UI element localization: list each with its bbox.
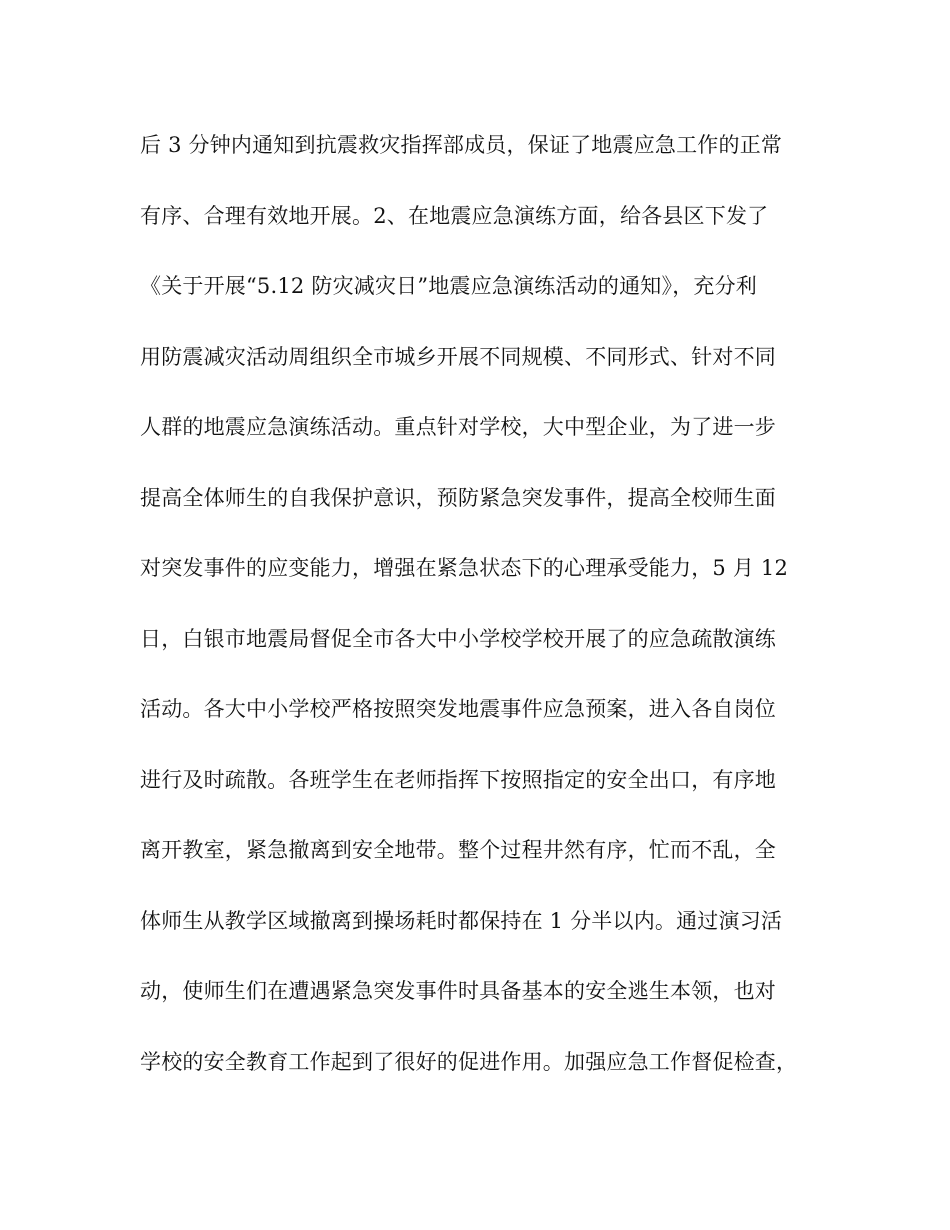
text-line: 用防震减灾活动周组织全市城乡开展不同规模、不同形式、针对不同 [140, 344, 776, 369]
text-line: 进行及时疏散。各班学生在老师指挥下按照指定的安全出口，有序地 [140, 767, 776, 792]
text-line: 有序、合理有效地开展。2、在地震应急演练方面，给各县区下发了 [140, 203, 769, 228]
text-line: 提高全体师生的自我保护意识，预防紧急突发事件，提高全校师生面 [140, 485, 776, 510]
text-line: 人群的地震应急演练活动。重点针对学校，大中型企业，为了进一步 [140, 415, 776, 439]
text-line: 动，使师生们在遭遇紧急突发事件时具备基本的安全逃生本领，也对 [140, 979, 776, 1003]
text-line: 后 3 分钟内通知到抗震救灾指挥部成员，保证了地震应急工作的正常 [140, 133, 783, 157]
text-line: 日，白银市地震局督促全市各大中小学校学校开展了的应急疏散演练 [140, 626, 776, 651]
document-body [140, 125, 820, 1112]
text-line: 活动。各大中小学校严格按照突发地震事件应急预案，进入各自岗位 [140, 697, 776, 721]
text-line: 离开教室，紧急撤离到安全地带。整个过程井然有序，忙而不乱，全 [140, 838, 776, 862]
text-line: 体师生从教学区域撤离到操场耗时都保持在 1 分半以内。通过演习活 [140, 908, 783, 933]
text-line: 对突发事件的应变能力，增强在紧急状态下的心理承受能力，5 月 12 [140, 556, 789, 580]
text-line: 学校的安全教育工作起到了很好的促进作用。加强应急工作督促检查， [140, 1049, 798, 1074]
text-line: 《关于开展“5.12 防灾减灾日”地震应急演练活动的通知》，充分利 [140, 274, 758, 298]
